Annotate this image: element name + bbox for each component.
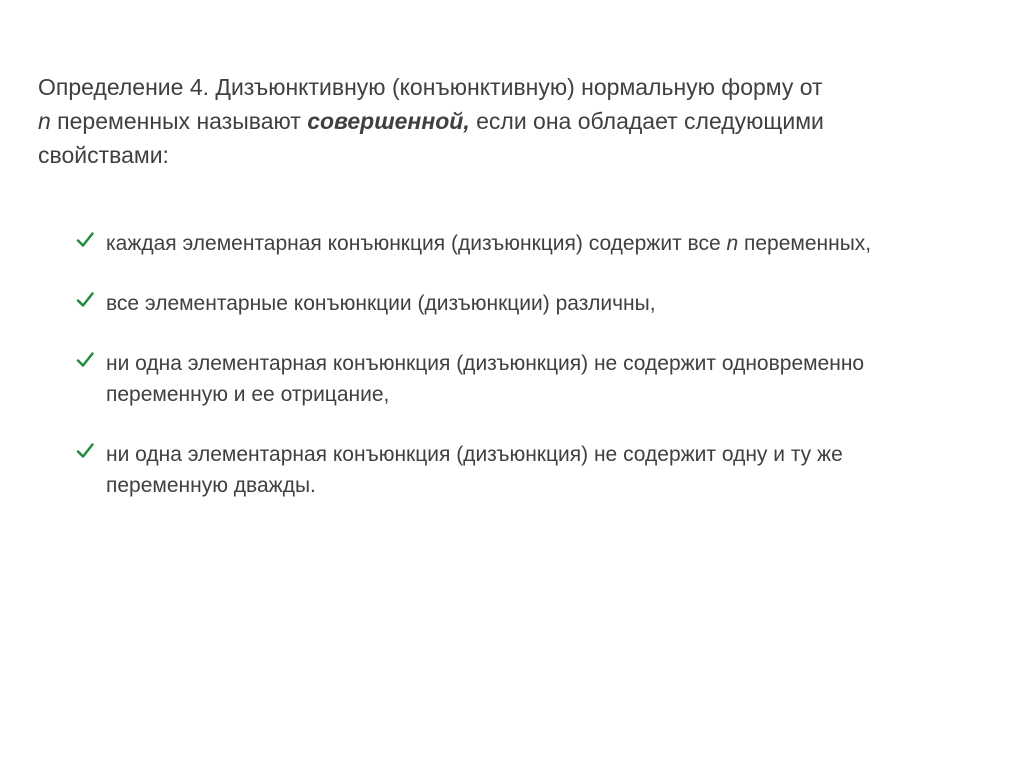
property-text-part: каждая элементарная конъюнкция (дизъюнкция) содержит все bbox=[106, 232, 727, 255]
list-item bbox=[76, 228, 996, 259]
defined-term: совершенной, bbox=[307, 108, 470, 134]
list-item bbox=[76, 348, 996, 410]
property-text-part: переменных, bbox=[738, 232, 872, 255]
property-text bbox=[106, 228, 996, 259]
checkmark-icon bbox=[76, 442, 94, 460]
list-item bbox=[76, 288, 996, 319]
definition-text: если она обладает следующими bbox=[469, 108, 824, 134]
variable-n: n bbox=[726, 232, 739, 255]
definition-text: переменных называют bbox=[50, 108, 308, 134]
property-text-line-2: переменную и ее отрицание, bbox=[106, 383, 390, 406]
definition-line-1: Определение 4. Дизъюнктивную (конъюнктивную) нормальную форму от bbox=[38, 74, 823, 100]
properties-list bbox=[76, 228, 996, 501]
definition-paragraph bbox=[38, 70, 978, 172]
list-item bbox=[76, 439, 996, 501]
checkmark-icon bbox=[76, 231, 94, 249]
property-text: все элементарные конъюнкции (дизъюнкции) различны, bbox=[106, 292, 656, 315]
property-text-line-2: переменную дважды. bbox=[106, 474, 316, 497]
checkmark-icon bbox=[76, 291, 94, 309]
property-text-line-1: ни одна элементарная конъюнкция (дизъюнкция) не содержит одновременно bbox=[106, 352, 865, 375]
definition-line-3: свойствами: bbox=[38, 142, 169, 168]
property-text-line-1: ни одна элементарная конъюнкция (дизъюнкция) не содержит одну и ту же bbox=[106, 443, 843, 466]
definition-line-2 bbox=[38, 104, 978, 138]
checkmark-icon bbox=[76, 351, 94, 369]
variable-n: n bbox=[38, 108, 51, 134]
